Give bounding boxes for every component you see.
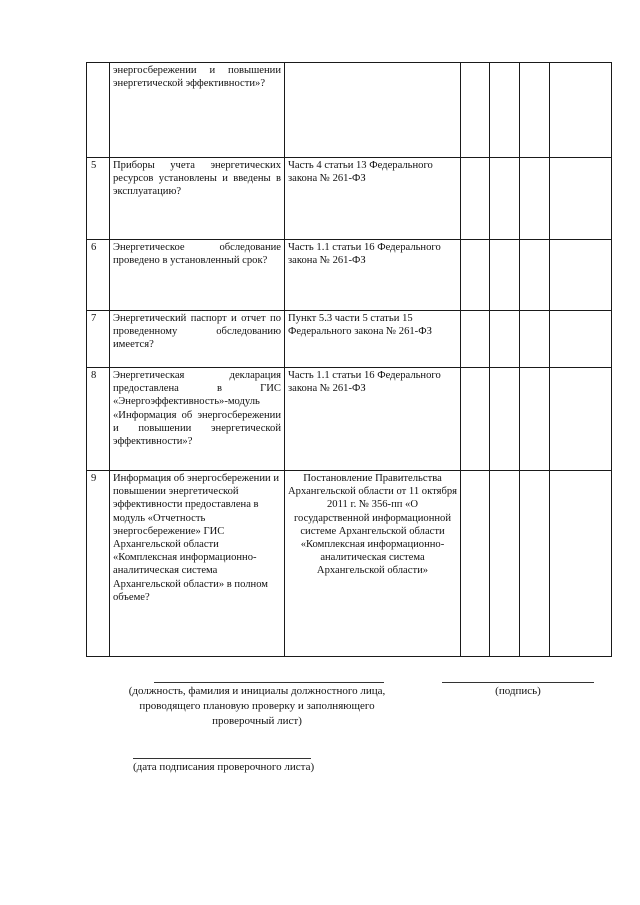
comment-cell bbox=[550, 311, 612, 368]
checklist-row bbox=[87, 158, 612, 240]
comment-cell bbox=[550, 158, 612, 240]
row-question: Энергетическая декларация предоставлена в ГИС «Энергоэффективность»-модуль «Информация об энергосбережении и повышении энергетической эффективности»? bbox=[110, 368, 285, 471]
row-number: 7 bbox=[87, 311, 110, 368]
answer-yes-cell bbox=[461, 368, 490, 471]
row-question: Приборы учета энергетических ресурсов установлены и введены в эксплуатацию? bbox=[110, 158, 285, 240]
position-caption: (должность, фамилия и инициалы должностного лица, проводящего плановую проверку и заполняющего проверочный лист) bbox=[128, 685, 386, 727]
row-legal-basis: Часть 1.1 статьи 16 Федерального закона № 261-ФЗ bbox=[285, 240, 461, 311]
answer-no-cell bbox=[490, 311, 520, 368]
position-signature-line bbox=[154, 682, 384, 683]
row-number: 6 bbox=[87, 240, 110, 311]
date-signature-line bbox=[133, 758, 311, 759]
answer-no-cell bbox=[490, 471, 520, 657]
answer-na-cell bbox=[520, 471, 550, 657]
answer-no-cell bbox=[490, 63, 520, 158]
answer-yes-cell bbox=[461, 240, 490, 311]
answer-no-cell bbox=[490, 158, 520, 240]
checklist-row bbox=[87, 471, 612, 657]
row-legal-basis: Пункт 5.3 части 5 статьи 15 Федерального закона № 261-ФЗ bbox=[285, 311, 461, 368]
answer-yes-cell bbox=[461, 158, 490, 240]
row-question: Информация об энергосбережении и повышении энергетической эффективности предоставлена в модуль «Отчетность энергосбережение» ГИС Архангельской области «Комплексная информационно-аналитическая система Архангельской области» в полном объеме? bbox=[110, 471, 285, 657]
signature-caption: (подпись) bbox=[495, 685, 541, 697]
comment-cell bbox=[550, 63, 612, 158]
answer-yes-cell bbox=[461, 471, 490, 657]
comment-cell bbox=[550, 240, 612, 311]
row-legal-basis bbox=[285, 63, 461, 158]
row-number: 5 bbox=[87, 158, 110, 240]
checklist-row bbox=[87, 240, 612, 311]
answer-no-cell bbox=[490, 240, 520, 311]
checklist-row bbox=[87, 311, 612, 368]
checklist-table bbox=[86, 62, 612, 657]
row-question: Энергетическое обследование проведено в установленный срок? bbox=[110, 240, 285, 311]
answer-na-cell bbox=[520, 311, 550, 368]
answer-na-cell bbox=[520, 240, 550, 311]
comment-cell bbox=[550, 471, 612, 657]
answer-na-cell bbox=[520, 368, 550, 471]
checklist-row bbox=[87, 368, 612, 471]
row-question: Энергетический паспорт и отчет по проведенному обследованию имеется? bbox=[110, 311, 285, 368]
answer-yes-cell bbox=[461, 63, 490, 158]
row-number: 8 bbox=[87, 368, 110, 471]
row-legal-basis: Часть 4 статьи 13 Федерального закона № 261-ФЗ bbox=[285, 158, 461, 240]
comment-cell bbox=[550, 368, 612, 471]
answer-no-cell bbox=[490, 368, 520, 471]
row-number bbox=[87, 63, 110, 158]
answer-na-cell bbox=[520, 158, 550, 240]
row-question: энергосбережении и повышении энергетической эффективности»? bbox=[110, 63, 285, 158]
answer-na-cell bbox=[520, 63, 550, 158]
signature-line bbox=[442, 682, 594, 683]
date-caption: (дата подписания проверочного листа) bbox=[133, 761, 315, 773]
row-legal-basis: Часть 1.1 статьи 16 Федерального закона № 261-ФЗ bbox=[285, 368, 461, 471]
checklist-row bbox=[87, 63, 612, 158]
row-number: 9 bbox=[87, 471, 110, 657]
answer-yes-cell bbox=[461, 311, 490, 368]
row-legal-basis: Постановление Правительства Архангельской области от 11 октября 2011 г. № 356-пп «О государственной информационной системе Архангельской области «Комплексная информационно-аналитическая система Архангельской области» bbox=[285, 471, 461, 657]
